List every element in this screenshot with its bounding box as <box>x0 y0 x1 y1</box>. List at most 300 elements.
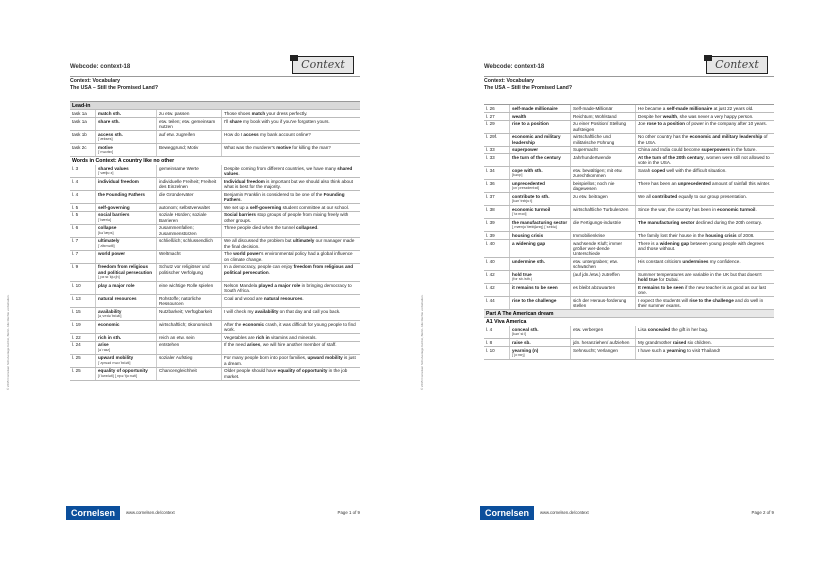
example-text: of 2008. <box>736 233 755 239</box>
vocab-word: upward mobility <box>98 355 134 361</box>
footer-url[interactable]: www.cornelsen.de/context <box>126 510 175 515</box>
example-keyword: arises <box>247 342 261 348</box>
example-text: His constant criticism <box>638 259 683 265</box>
example-text: my bank account online? <box>258 131 311 137</box>
example-text: . <box>240 196 242 202</box>
example-sentence <box>636 206 774 218</box>
example-keyword: superpowers <box>701 147 730 153</box>
example-text: , we will hire another member of staff. <box>260 342 337 348</box>
example-sentence <box>222 295 360 307</box>
line-ref: task 1b <box>70 131 96 143</box>
example-sentence <box>222 238 360 250</box>
example-sentence <box>222 165 360 177</box>
line-ref: l. 33 <box>484 147 510 154</box>
example-text: for Dubai. <box>657 277 679 283</box>
example-sentence <box>222 178 360 190</box>
example-keyword: availability <box>254 308 279 314</box>
table-row <box>70 308 360 321</box>
example-text: vitamins and minerals. <box>269 334 317 340</box>
table-row <box>70 178 360 191</box>
example-sentence <box>222 131 360 143</box>
german-translation: zu etw. beitragen <box>571 193 636 205</box>
example-sentence <box>636 271 774 283</box>
example-sentence <box>222 321 360 333</box>
vocab-word: social barriers <box>98 212 130 218</box>
vocab-word-cell <box>96 165 157 177</box>
example-sentence <box>636 297 774 309</box>
example-sentence <box>636 180 774 192</box>
example-keyword: wealth <box>662 113 678 119</box>
german-translation: zu einer Position/ Stellung aufsteigen <box>571 121 636 133</box>
example-text: crash, it was difficult for young people to find work. <box>224 321 356 332</box>
table-row <box>484 180 774 193</box>
section-heading: Words in Context: A country like no other <box>72 157 175 164</box>
german-translation: die Fertigungs-industrie <box>571 219 636 231</box>
german-translation: entstehen <box>157 342 222 354</box>
vocab-word-cell <box>510 232 571 239</box>
example-text: If the need <box>224 342 247 348</box>
line-ref: l. 39 <box>484 219 510 231</box>
line-ref: l. 3 <box>70 165 96 177</box>
line-ref: l. 13 <box>70 295 96 307</box>
vocab-word-cell <box>96 238 157 250</box>
vocab-word: hold true <box>512 272 532 278</box>
table-row <box>70 282 360 295</box>
german-translation: wachsende Kluft; immer größer wer-dende Unterschiede <box>571 240 636 257</box>
line-ref: l. 34 <box>484 167 510 179</box>
vocab-word: the manufacturing sector <box>512 220 568 226</box>
example-sentence <box>636 193 774 205</box>
table-row <box>484 154 774 167</box>
example-sentence <box>222 264 360 281</box>
pronunciation: [ˌmænjuˈfæktʃərɪŋ] [ˈsektə] <box>512 225 557 230</box>
german-translation: (auf jdn./etw.) zutreffen <box>571 271 636 283</box>
example-text: , women were still not allowed to vote in the USA. <box>638 155 770 166</box>
vocab-word: unprecedented <box>512 181 545 187</box>
vocab-word: raise sb. <box>512 340 531 346</box>
example-keyword: housing crisis <box>705 233 737 239</box>
example-keyword: shared values <box>224 165 353 176</box>
example-keyword: rise to the challenge <box>689 298 734 304</box>
example-text: for killing the man? <box>291 144 331 150</box>
german-translation: Nutzbarkeit; Verfügbarkeit <box>157 308 222 320</box>
example-text: Older people should have <box>224 368 278 374</box>
example-text: in the future. <box>729 147 757 153</box>
example-text: For many people born into poor families, <box>224 355 308 361</box>
vocab-word: yearning (n) <box>512 347 539 353</box>
table-row <box>70 295 360 308</box>
example-text: The <box>224 251 234 257</box>
example-text: . <box>238 170 240 176</box>
german-translation: beispiellos; noch nie dagewesen <box>571 180 636 192</box>
line-ref: l. 10 <box>70 282 96 294</box>
example-keyword: undermines <box>682 259 709 265</box>
example-text: between young people with degrees and those without. <box>638 240 764 252</box>
example-text: declined during the 20th century. <box>694 220 763 226</box>
line-ref: l. 7 <box>70 238 96 250</box>
table-row <box>70 251 360 264</box>
example-text: Summer temperatures are variable in the UK but that doesn't <box>638 272 762 278</box>
line-ref: l. 39 <box>484 232 510 239</box>
german-translation: Self-made-Millionär <box>571 105 636 112</box>
vocab-word: wealth <box>512 113 527 119</box>
table-row <box>70 264 360 282</box>
german-translation: jdn. heranziehen/ aufziehen <box>571 339 636 346</box>
example-sentence <box>222 118 360 130</box>
pronunciation: (for sb./sth.) <box>512 277 533 282</box>
table-row <box>484 121 774 134</box>
example-text: . <box>755 207 757 213</box>
table-row <box>70 368 360 381</box>
vocab-word: availability <box>98 308 122 314</box>
line-ref: l. 5 <box>70 212 96 224</box>
german-translation: reich an etw. sein <box>157 334 222 341</box>
vocab-word: economic <box>98 321 120 327</box>
vocab-word-cell <box>510 105 571 112</box>
line-ref: l. 6 <box>70 225 96 237</box>
example-sentence <box>222 191 360 203</box>
german-translation: Immobilienkrise <box>571 232 636 239</box>
vocab-word-cell <box>96 212 157 224</box>
table-row <box>484 167 774 180</box>
example-keyword: raised <box>672 340 687 346</box>
vocab-table <box>70 101 360 381</box>
example-keyword: natural resources <box>263 295 303 301</box>
vocab-word-cell <box>510 121 571 133</box>
line-ref: l. 4 <box>484 326 510 338</box>
example-sentence <box>222 368 360 380</box>
vocab-word: housing crisis <box>512 233 544 239</box>
example-text: equally to our group presentation. <box>677 194 747 200</box>
vocab-word-cell <box>96 282 157 294</box>
example-text: amount of rainfall this winter. <box>710 181 771 187</box>
example-keyword: Founding Fathers <box>224 191 345 202</box>
example-keyword: Individual freedom <box>224 178 265 184</box>
table-row <box>484 232 774 240</box>
table-row <box>70 238 360 251</box>
vocab-word-cell <box>510 193 571 205</box>
vocab-word: motive <box>98 144 113 150</box>
example-keyword: yearning <box>666 347 686 353</box>
german-translation: Chancengleichheit <box>157 368 222 380</box>
pronunciation: [ˈməʊtɪv] <box>98 149 114 154</box>
table-row <box>484 240 774 258</box>
example-keyword: collapsed <box>296 225 318 231</box>
example-keyword: widening gap <box>659 240 690 246</box>
table-row <box>484 284 774 297</box>
webcode-label: Webcode: context-18 <box>484 64 545 70</box>
vocab-word: the Founding Fathers <box>98 191 145 197</box>
line-ref: task 2c <box>70 144 96 156</box>
example-keyword: At the turn of the 20th century <box>638 155 704 161</box>
vocab-word: self-made millionaire <box>512 105 558 111</box>
context-logo: Context <box>292 56 354 74</box>
example-text: We all <box>638 194 652 200</box>
line-ref: l. 25 <box>70 355 96 367</box>
example-text: stop groups of people from mixing freely with other groups. <box>224 212 349 223</box>
german-translation: autonom; selbstverwaltet <box>157 204 222 211</box>
german-translation: Weltmacht <box>157 251 222 263</box>
german-translation: Reichtum; Wohlstand <box>571 113 636 120</box>
pronunciation: [ˈʌpwəd məʊˈbɪləti] <box>98 360 131 365</box>
example-keyword: world power <box>233 251 261 257</box>
pronunciation: [ˈvæljuːz] <box>98 170 114 175</box>
example-keyword: unprecedented <box>677 181 711 187</box>
pronunciation: [ˈjɜːnɪŋ] <box>512 353 525 358</box>
example-sentence <box>222 212 360 224</box>
example-text: Vegetables are <box>224 334 256 340</box>
vocab-word-cell <box>96 251 157 263</box>
example-sentence <box>636 154 774 166</box>
example-sentence <box>636 347 774 359</box>
german-translation: wirtschaftliche Turbulenzen <box>571 206 636 218</box>
pronunciation: [ˈtɜːmɔɪl] <box>512 212 527 217</box>
example-text: China and India could become <box>638 147 702 153</box>
copyright-side-note: © 2015 Cornelsen Schulverlage GmbH, Berlin. Alle Rechte vorbehalten. <box>6 294 10 390</box>
german-translation: die Gründerväter <box>157 191 222 203</box>
example-text: , she was never a very happy person. <box>677 113 754 119</box>
example-text: at just 22 years old. <box>712 105 754 111</box>
pronunciation: [əˈraɪz] <box>98 347 111 352</box>
example-sentence <box>222 251 360 263</box>
table-row <box>70 110 360 118</box>
vocab-word: collapse <box>98 225 117 231</box>
pronunciation: [ˈʌltɪmətli] <box>98 243 115 248</box>
german-translation: auf etw. zugreifen <box>157 131 222 143</box>
pronunciation: [ˌpɜːsɪˈkjuːʃn] <box>98 274 120 279</box>
vocab-word: world power <box>98 251 126 257</box>
example-text: my confidence. <box>708 259 741 265</box>
header-divider <box>484 76 774 77</box>
title-line-2: The USA – Still the Promised Land? <box>70 85 159 91</box>
pronunciation: [iˈkwɒləti] [ˌɒpəˈtjuːnəti] <box>98 373 138 378</box>
example-keyword: access <box>243 131 259 137</box>
example-keyword: rich in <box>255 334 270 340</box>
table-row <box>70 355 360 368</box>
example-keyword: ultimately <box>292 238 315 244</box>
line-ref: task 1a <box>70 118 96 130</box>
vocab-word: shared values <box>98 165 129 171</box>
example-sentence <box>222 334 360 341</box>
section-heading: Part A The American dream <box>484 310 774 318</box>
example-keyword: self-governing <box>249 204 282 210</box>
example-keyword: economic and military leadership <box>689 134 763 140</box>
line-ref: l. 7 <box>70 251 96 263</box>
page-footer <box>480 506 774 520</box>
vocab-word-cell <box>510 134 571 146</box>
example-keyword: economic <box>242 321 265 327</box>
table-row <box>484 339 774 347</box>
table-row <box>70 342 360 355</box>
table-row <box>70 334 360 342</box>
example-sentence <box>636 232 774 239</box>
vocab-word: undermine sth. <box>512 259 545 265</box>
table-row <box>70 165 360 178</box>
vocab-word-cell <box>96 368 157 380</box>
table-row <box>70 131 360 144</box>
example-text: Despite her <box>638 113 663 119</box>
vocab-word-cell <box>510 326 571 338</box>
example-text: our manager made the final decision. <box>224 238 355 249</box>
example-sentence <box>636 258 774 270</box>
pronunciation: [kəˈlæps] <box>98 230 114 235</box>
german-translation: Jahrhundertwende <box>571 154 636 166</box>
example-sentence <box>636 121 774 133</box>
table-row <box>484 271 774 284</box>
line-ref: l. 42 <box>484 271 510 283</box>
vocab-word-cell <box>96 131 157 143</box>
example-text: There is a <box>638 240 660 246</box>
example-sentence <box>222 110 360 117</box>
vocab-word-cell <box>510 180 571 192</box>
table-row <box>484 113 774 121</box>
vocab-word: access sth. <box>98 131 123 137</box>
example-text: We set up a <box>224 204 250 210</box>
example-sentence <box>222 342 360 354</box>
vocab-word-cell <box>96 225 157 237</box>
example-sentence <box>636 134 774 146</box>
example-text: in bringing democracy to South Africa. <box>224 282 352 293</box>
section-heading: A1 Viva America <box>486 319 527 326</box>
vocab-word: the turn of the century <box>512 155 561 161</box>
vocab-word: play a major role <box>98 282 135 288</box>
pronunciation: [ˈækses] <box>98 136 113 141</box>
vocab-word-cell <box>510 284 571 296</box>
vocab-word-cell <box>510 147 571 154</box>
example-sentence <box>636 326 774 338</box>
pronunciation: [əˌveɪləˈbɪləti] <box>98 313 122 318</box>
example-keyword: share <box>229 118 242 124</box>
example-keyword: Social barriers <box>224 212 256 218</box>
example-keyword: It remains to be seen <box>638 285 684 291</box>
vocab-word-cell <box>510 297 571 309</box>
vocab-word: ultimately <box>98 238 120 244</box>
line-ref: l. 8 <box>484 339 510 346</box>
section-heading: Lead-in <box>70 102 360 110</box>
example-sentence <box>222 282 360 294</box>
german-translation: etw. untergraben; etw. schwächen <box>571 258 636 270</box>
example-text: Coal and wood are <box>224 295 264 301</box>
line-ref: l. 5 <box>70 204 96 211</box>
cornelsen-logo: Cornelsen <box>480 506 534 520</box>
page-number: Page 1 of 9 <box>337 510 360 515</box>
example-text: Since the war, the country has been in <box>638 207 718 213</box>
example-text: six children. <box>686 340 712 346</box>
german-translation: zusammenfallen; zusammenstürzen <box>157 225 222 237</box>
line-ref: l. 24 <box>70 342 96 354</box>
title-line-1: Context: Vocabulary <box>70 78 121 84</box>
example-sentence <box>222 204 360 211</box>
footer-url[interactable]: www.cornelsen.de/context <box>540 510 589 515</box>
example-sentence <box>222 225 360 237</box>
vocab-word-cell <box>96 110 157 117</box>
vocab-word: economic turmoil <box>512 207 551 213</box>
vocab-word-cell <box>510 271 571 283</box>
line-ref: l. 10 <box>484 347 510 359</box>
table-row <box>70 225 360 238</box>
vocab-word-cell <box>510 167 571 179</box>
vocab-word-cell <box>510 206 571 218</box>
table-row <box>484 297 774 310</box>
vocab-word: freedom from religious and political persecution <box>98 264 153 275</box>
vocab-word-cell <box>510 240 571 257</box>
vocab-word: individual freedom <box>98 178 139 184</box>
example-text: I will check my <box>224 308 255 314</box>
example-text: I expect the students will <box>638 298 690 304</box>
vocab-word: it remains to be seen <box>512 285 558 291</box>
context-logo: Context <box>706 56 768 74</box>
vocab-word-cell <box>96 342 157 354</box>
table-row <box>70 191 360 204</box>
line-ref: l. 27 <box>484 113 510 120</box>
vocab-word-cell <box>96 295 157 307</box>
example-text: After the <box>224 321 243 327</box>
example-keyword: equality of opportunity <box>277 368 328 374</box>
example-text: is just a dream. <box>224 355 356 366</box>
vocab-table <box>484 104 774 360</box>
example-text: . <box>302 295 304 301</box>
example-text: 's environmental policy had a global influence on climate change. <box>224 251 353 262</box>
table-row <box>484 258 774 271</box>
german-translation: Rohstoffe; natürliche Ressourcen <box>157 295 222 307</box>
line-ref: l. 36 <box>484 180 510 192</box>
table-row <box>484 347 774 360</box>
page-2 <box>414 0 828 586</box>
vocab-word: share sth. <box>98 118 120 124</box>
example-text: No other country has the <box>638 134 690 140</box>
vocab-word-cell <box>510 347 571 359</box>
example-text: Three people died when the tunnel <box>224 225 297 231</box>
example-text: In a democracy, people can enjoy <box>224 264 294 270</box>
example-keyword: hold true <box>638 277 658 283</box>
vocab-word: conceal sth. <box>512 327 539 333</box>
example-text: Despite coming from different countries, we have many <box>224 165 338 171</box>
line-ref: l. 33 <box>484 154 510 166</box>
copyright-side-note: © 2015 Cornelsen Schulverlage GmbH, Berlin. Alle Rechte vorbehalten. <box>420 294 424 390</box>
example-keyword: freedom from religious and political persecution <box>224 264 354 275</box>
german-translation: eine wichtige Rolle spielen <box>157 282 222 294</box>
example-sentence <box>636 284 774 296</box>
example-keyword: concealed <box>647 327 671 333</box>
vocab-word-cell <box>96 355 157 367</box>
german-translation: sich der Heraus-forderung stellen <box>571 297 636 309</box>
example-sentence <box>636 147 774 154</box>
vocab-word: natural resources <box>98 295 137 301</box>
cornelsen-logo: Cornelsen <box>66 506 120 520</box>
example-text: well with the difficult situation. <box>665 168 727 174</box>
table-row <box>70 118 360 131</box>
line-ref: l. 9 <box>70 264 96 281</box>
example-sentence <box>636 240 774 257</box>
example-text: in the job market. <box>224 368 348 379</box>
vocab-word-cell <box>510 219 571 231</box>
line-ref: l. 44 <box>484 297 510 309</box>
example-keyword: The manufacturing sector <box>638 220 695 226</box>
example-text: Lisa <box>638 327 648 333</box>
line-ref: l. 40 <box>484 240 510 257</box>
german-translation: Schutz vor religiöser und politischer Verfolgung <box>157 264 222 281</box>
german-translation: zu etw. passen <box>157 110 222 117</box>
example-text: student committee at our school. <box>281 204 350 210</box>
line-ref: l. 38 <box>484 206 510 218</box>
example-text: my book with you if you've forgotten yours. <box>241 118 330 124</box>
line-ref: task 1a <box>70 110 96 117</box>
table-row <box>70 144 360 157</box>
german-translation: gemeinsame Werte <box>157 165 222 177</box>
pronunciation: [ˈbæriə] <box>98 217 112 222</box>
example-keyword: played a major role <box>258 282 301 288</box>
example-text: Sarah <box>638 168 652 174</box>
